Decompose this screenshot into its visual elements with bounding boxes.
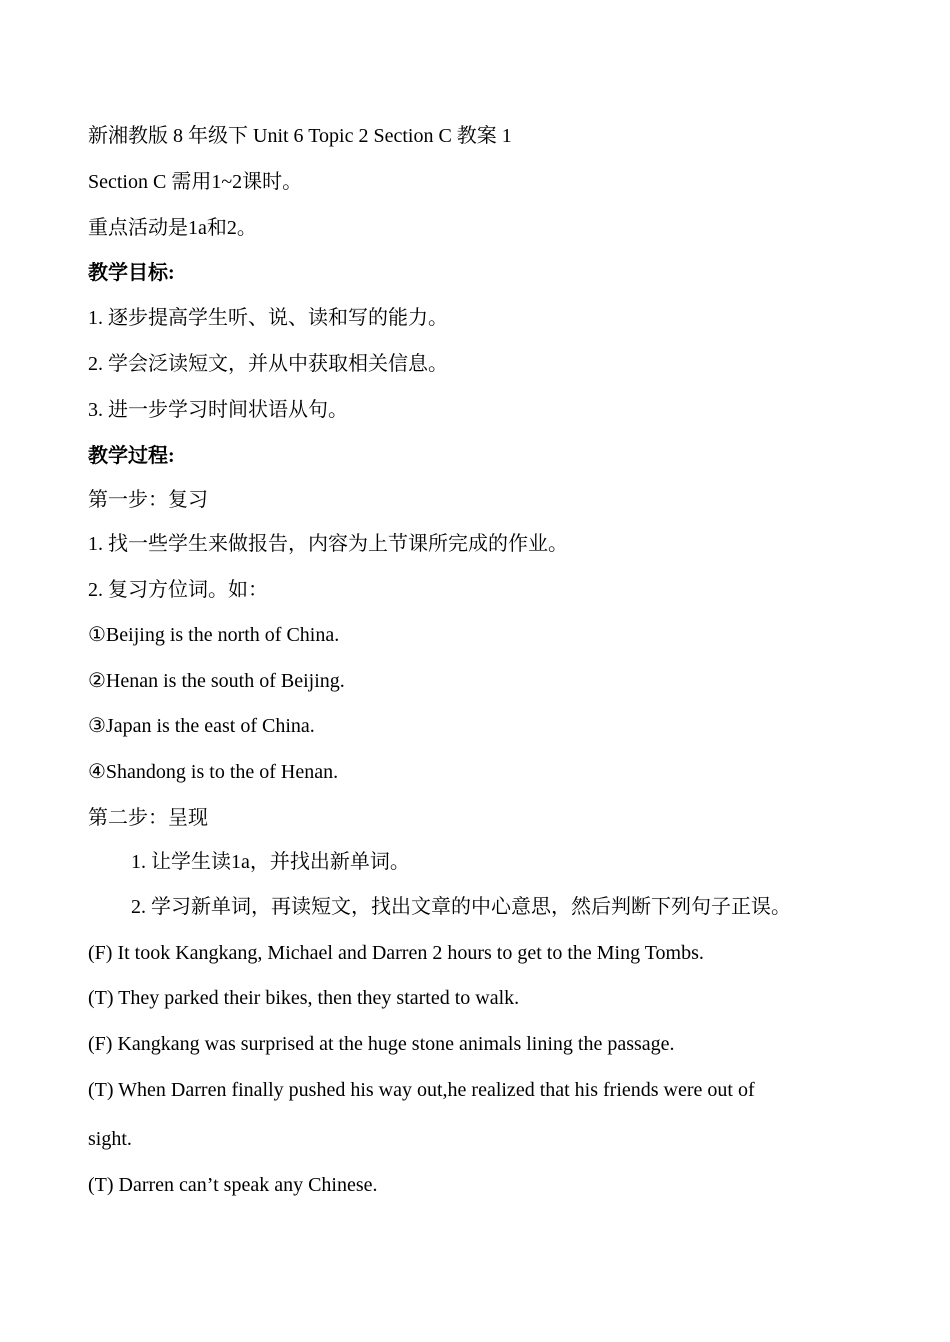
objective-item: 1. 逐步提高学生听、说、读和写的能力。: [88, 307, 448, 329]
step-heading: 第一步：复习: [88, 489, 208, 511]
step-item: 2. 学习新单词，再读短文，找出文章的中心意思，然后判断下列句子正误。: [131, 896, 791, 918]
judgement-sentence-continued: sight.: [88, 1128, 132, 1150]
judgement-sentence: (T) Darren can’t speak any Chinese.: [88, 1174, 378, 1196]
judgement-sentence: (T) When Darren finally pushed his way out,he realized that his friends were out of: [88, 1079, 755, 1101]
objectives-heading: 教学目标:: [88, 262, 175, 284]
example-sentence: ③Japan is the east of China.: [88, 715, 315, 737]
step-item: 2. 复习方位词。如：: [88, 579, 268, 601]
step-heading: 第二步：呈现: [88, 807, 208, 829]
judgement-sentence: (F) It took Kangkang, Michael and Darren 2 hours to get to the Ming Tombs.: [88, 942, 704, 964]
intro-line: 重点活动是1a和2。: [88, 217, 257, 239]
step-item: 1. 找一些学生来做报告，内容为上节课所完成的作业。: [88, 533, 568, 555]
example-sentence: ①Beijing is the north of China.: [88, 624, 340, 646]
process-heading: 教学过程:: [88, 445, 175, 467]
step-item: 1. 让学生读1a，并找出新单词。: [131, 851, 410, 873]
judgement-sentence: (F) Kangkang was surprised at the huge stone animals lining the passage.: [88, 1033, 675, 1055]
objective-item: 2. 学会泛读短文，并从中获取相关信息。: [88, 353, 448, 375]
example-sentence: ④Shandong is to the of Henan.: [88, 761, 339, 783]
intro-line: Section C 需用1~2课时。: [88, 171, 303, 193]
judgement-sentence: (T) They parked their bikes, then they started to walk.: [88, 987, 520, 1009]
example-sentence: ②Henan is the south of Beijing.: [88, 670, 345, 692]
objective-item: 3. 进一步学习时间状语从句。: [88, 399, 348, 421]
document-title: 新湘教版 8 年级下 Unit 6 Topic 2 Section C 教案 1: [88, 125, 512, 147]
